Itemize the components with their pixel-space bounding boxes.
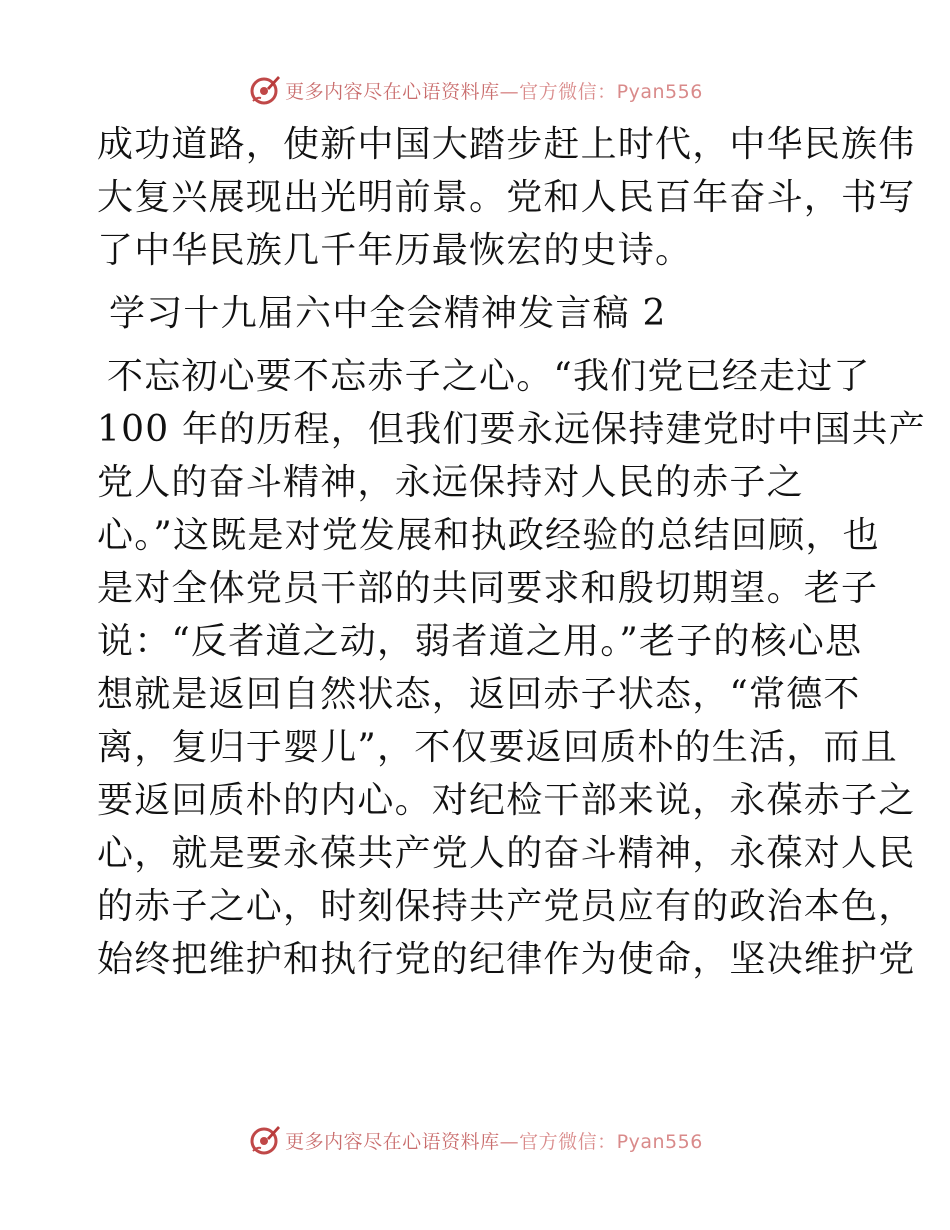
text-line: 要返回质朴的内心。对纪检干部来说，永葆赤子之 bbox=[97, 780, 916, 821]
watermark-text-post: —官方微信：Pyan556 bbox=[499, 80, 703, 103]
text-line: 100 年的历程，但我们要永远保持建党时中国共产 bbox=[97, 409, 926, 450]
text-line: 党人的奋斗精神，永远保持对人民的赤子之 bbox=[97, 462, 804, 503]
text-line: 成功道路，使新中国大踏步赶上时代，中华民族伟 bbox=[97, 124, 916, 165]
text-line: 离，复归于婴儿”，不仅要返回质朴的生活，而且 bbox=[97, 727, 898, 768]
brush-logo-icon bbox=[247, 1123, 281, 1157]
watermark-text bbox=[285, 1127, 703, 1154]
text-line: 大复兴展现出光明前景。党和人民百年奋斗，书写 bbox=[97, 177, 916, 218]
watermark-text bbox=[285, 77, 703, 104]
text-line: 了中华民族几千年历最恢宏的史诗。 bbox=[97, 230, 693, 271]
brush-logo-icon bbox=[247, 73, 281, 107]
text-line: 的赤子之心，时刻保持共产党员应有的政治本色， bbox=[97, 886, 916, 927]
text-line: 始终把维护和执行党的纪律作为使命，坚决维护党 bbox=[97, 939, 916, 980]
watermark-text-pre: 更多内容尽在心语资料库 bbox=[285, 80, 500, 103]
text-line: 心，就是要永葆共产党人的奋斗精神，永葆对人民 bbox=[97, 833, 916, 874]
header-watermark bbox=[0, 70, 950, 110]
text-line: 想就是返回自然状态，返回赤子状态，“常德不 bbox=[97, 674, 861, 715]
text-line: 是对全体党员干部的共同要求和殷切期望。老子 bbox=[97, 568, 879, 609]
watermark-text-post: —官方微信：Pyan556 bbox=[499, 1130, 703, 1153]
paragraph-1 bbox=[97, 118, 916, 277]
text-line: 心。”这既是对党发展和执政经验的总结回顾，也 bbox=[97, 515, 880, 556]
footer-watermark bbox=[0, 1120, 950, 1160]
watermark-text-pre: 更多内容尽在心语资料库 bbox=[285, 1130, 500, 1153]
text-line: 不忘初心要不忘赤子之心。“我们党已经走过了 bbox=[107, 356, 871, 397]
paragraph-2 bbox=[97, 350, 926, 986]
section-heading: 学习十九届六中全会精神发言稿 2 bbox=[109, 293, 667, 334]
text-line: 说：“反者道之动，弱者道之用。”老子的核心思 bbox=[97, 621, 863, 662]
document-body bbox=[97, 118, 926, 986]
